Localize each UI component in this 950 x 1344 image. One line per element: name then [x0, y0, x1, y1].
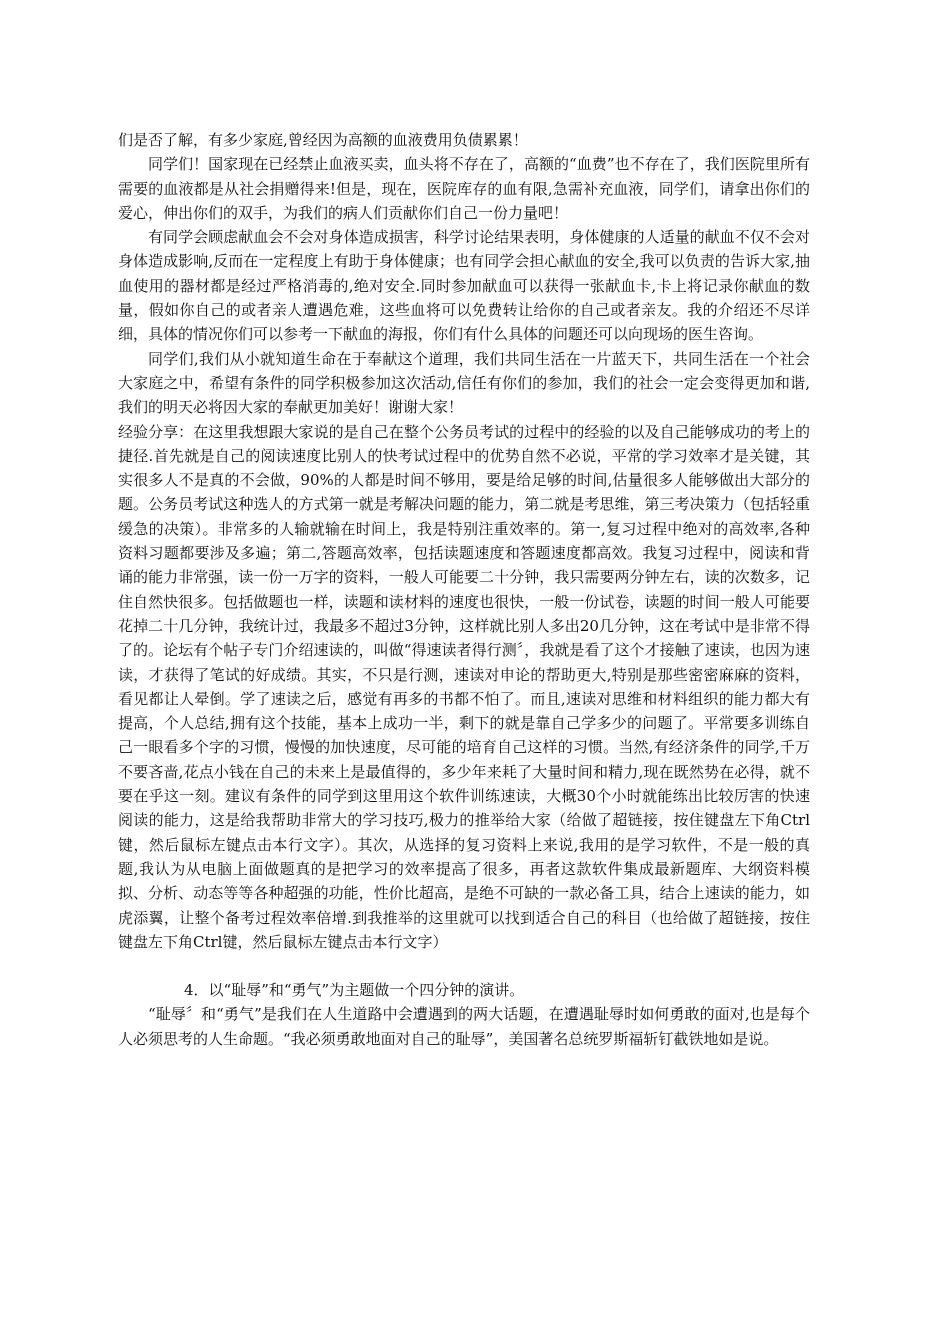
- numbered-topic-heading: 4．以“耻辱”和“勇气”为主题做一个四分钟的演讲。: [184, 981, 525, 1000]
- paragraph-speech-intro: “耻辱〞和“勇气”是我们在人生道路中会遭遇到的两大话题，在遭遇耻辱时如何勇敢的面对,也是每个人必须思考的人生命题。“我必须勇敢地面对自己的耻辱”，美国著名总统罗斯福斩钉截铁地如是说。: [118, 1005, 810, 1048]
- paragraph-donation-safety: 有同学会顾虑献血会不会对身体造成损害，科学讨论结果表明，身体健康的人适量的献血不仅不会对身体造成影响,反而在一定程度上有助于身体健康；也有同学会担心献血的安全,我可以负责的告诉大家,抽血使用的器材都是经过严格消毒的,绝对安全.同时参加献血可以获得一张献血卡,卡上将记录你献血的数量，假如你自己的或者亲人遭遇危难，这些血将可以免费转让给你的自己或者亲友。我的介绍还不尽详细，具体的情况你们可以参考一下献血的海报，你们有什么具体的问题还可以向现场的医生咨询。: [118, 228, 810, 344]
- paragraph-continuation: 们是否了解，有多少家庭,曾经因为高额的血液费用负债累累！: [118, 131, 528, 149]
- paragraph-spacer: [118, 954, 810, 978]
- paragraph-experience-sharing: 经验分享：在这里我想跟大家说的是自己在整个公务员考试的过程中的经验的以及自己能够成功的考上的捷径.首先就是自己的阅读速度比别人的快考试过程中的优势自然不必说，平常的学习效率才是关键，其实很多人不是真的不会做，90%的人都是时间不够用，要是给足够的时间,估量很多人能够做出大部分的题。公务员考试这种选人的方式第一就是考解决问题的能力，第二就是考思维，第三考决策力（包括轻重缓急的决策）。非常多的人输就输在时间上，我是特别注重效率的。第一,复习过程中绝对的高效率,各种资料习题都要涉及多遍；第二,答题高效率，包括读题速度和答题速度都高效。我复习过程中，阅读和背诵的能力非常强，读一份一万字的资料，一般人可能要二十分钟，我只需要两分钟左右，读的次数多，记住自然快很多。包括做题也一样，读题和读材料的速度也很快，一般一份试卷，读题的时间一般人可能要花掉二十几分钟，我统计过，我最多不超过3分钟，这样就比别人多出20几分钟，这在考试中是非常不得了的。论坛有个帖子专门介绍速读的，叫做“得速读者得行测〞，我就是看了这个才接触了速读，也因为速读，才获得了笔试的好成绩。其实，不只是行测，速读对申论的帮助更大,特别是那些密密麻麻的资料，看见都让人晕倒。学了速读之后，感觉有再多的书都不怕了。而且,速读对思维和材料组织的能力都大有提高，个人总结,拥有这个技能，基本上成功一半，剩下的就是靠自己学多少的问题了。平常要多训练自己一眼看多个字的习惯，慢慢的加快速度，尽可能的培育自己这样的习惯。当然,有经济条件的同学,千万不要吝啬,花点小钱在自己的未来上是最值得的，多少年来耗了大量时间和精力,现在既然势在必得，就不要在乎这一刻。建议有条件的同学到这里用这个软件训练速读，大概30个小时就能练出比较厉害的快速阅读的能力，这是给我帮助非常大的学习技巧,极力的推举给大家（给做了超链接，按住键盘左下角Ctrl键，然后鼠标左键点击本行文字）。其次，从选择的复习资料上来说,我用的是学习软件，不是一般的真题,我认为从电脑上面做题真的是把学习的效率提高了很多，再者这款软件集成最新题库、大纲资料模拟、分析、动态等等各种超强的功能，性价比超高，是绝不可缺的一款必备工具，结合上速读的能力，如虎添翼，让整个备考过程效率倍增.到我推举的这里就可以找到适合自己的科目（也给做了超链接，按住键盘左下角Ctrl键，然后鼠标左键点击本行文字）: [118, 422, 810, 951]
- paragraph-closing-thanks: 同学们,我们从小就知道生命在于奉献这个道理，我们共同生活在一片蓝天下，共同生活在一个社会大家庭之中，希望有条件的同学积极参加这次活动,信任有你们的参加，我们的社会一定会变得更加和谐,我们的明天必将因大家的奉献更加美好！谢谢大家！: [118, 349, 810, 417]
- document-page: [118, 128, 810, 1051]
- paragraph-blood-donation-appeal: 同学们！国家现在已经禁止血液买卖，血头将不存在了，高额的“血费”也不存在了，我们医院里所有需要的血液都是从社会捐赠得来!但是，现在，医院库存的血有限,急需补充血液，同学们，请拿出你们的爱心，伸出你们的双手，为我们的病人们贡献你们自己一份力量吧！: [118, 155, 810, 222]
